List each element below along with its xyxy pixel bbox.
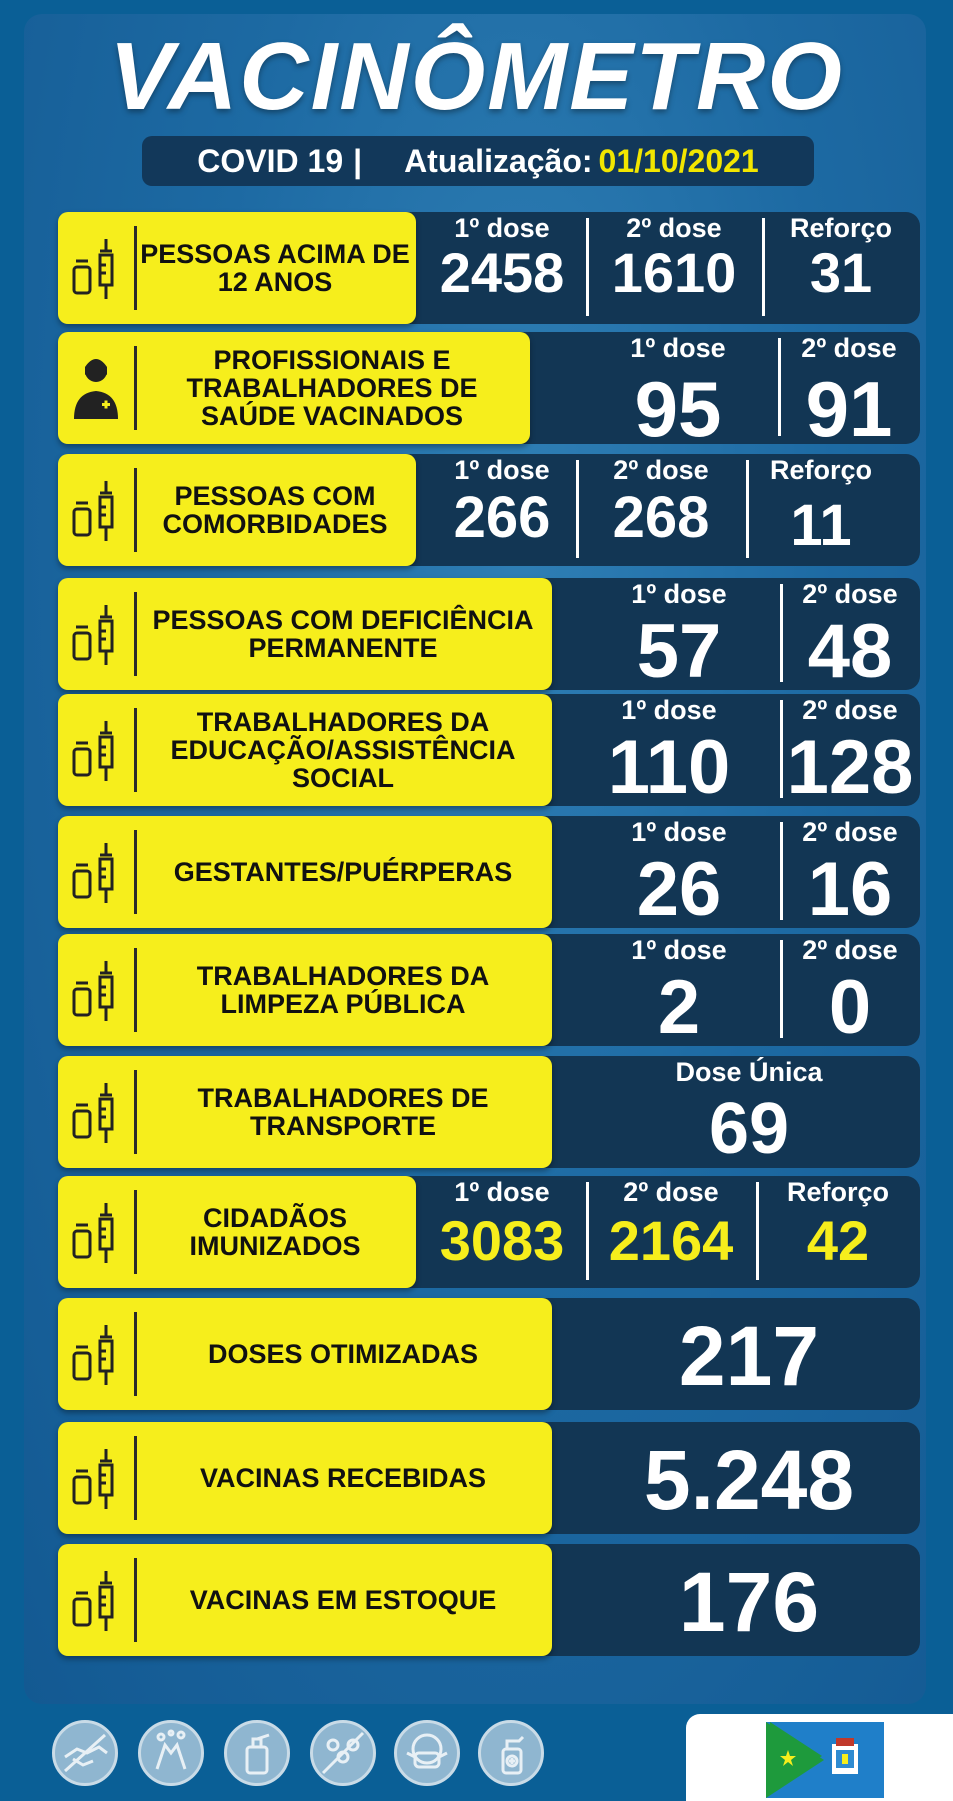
crowd-icon xyxy=(310,1720,376,1786)
divider xyxy=(134,1312,137,1396)
dose-header: 1º dose xyxy=(631,817,727,847)
row-label: PROFISSIONAIS E TRABALHADORES DE SAÚDE VACINADOS xyxy=(186,345,478,431)
spray-icon xyxy=(478,1720,544,1786)
syringe-vial-icon xyxy=(68,1197,124,1267)
row-label: TRABALHADORES DE TRANSPORTE xyxy=(197,1083,489,1141)
dose-value: 266 xyxy=(453,485,551,550)
label-box xyxy=(58,332,530,444)
syringe-vial-icon xyxy=(68,233,124,303)
label-box xyxy=(58,1422,552,1534)
values xyxy=(418,212,920,324)
update-bar xyxy=(142,136,814,186)
dose-header: Reforço xyxy=(769,455,872,485)
dose-header: 2º dose xyxy=(802,579,898,609)
separator: | xyxy=(353,142,363,179)
divider xyxy=(134,948,137,1032)
value-col-1 xyxy=(578,578,780,694)
label-box xyxy=(58,1176,416,1288)
municipal-flag-icon xyxy=(766,1722,884,1798)
row-educacao xyxy=(58,694,920,810)
row-label: PESSOAS ACIMA DE 12 ANOS xyxy=(140,239,410,297)
value-col-3 xyxy=(762,212,920,324)
label-box xyxy=(58,1298,552,1410)
dose-value: 2164 xyxy=(608,1209,734,1272)
dose-value: 42 xyxy=(806,1209,870,1272)
row-label: CIDADÃOS IMUNIZADOS xyxy=(189,1203,361,1261)
dose-header: 2º dose xyxy=(613,455,709,485)
value-col-1 xyxy=(578,1298,920,1410)
values xyxy=(558,694,920,810)
row-profissionais-saude xyxy=(58,332,920,453)
handshake-icon xyxy=(52,1720,118,1786)
dose-value: 110 xyxy=(607,725,731,810)
dose-value: 128 xyxy=(786,725,914,810)
row-cidadaos-imunizados xyxy=(58,1176,920,1288)
row-comorbidades xyxy=(58,454,920,566)
label-box xyxy=(58,212,416,324)
divider xyxy=(134,592,137,676)
dose-header: Reforço xyxy=(786,1177,889,1207)
values xyxy=(578,1298,920,1410)
row-deficiencia xyxy=(58,578,920,694)
dose-header: 2º dose xyxy=(802,935,898,965)
value-col-2 xyxy=(778,332,920,453)
row-gestantes xyxy=(58,816,920,932)
dose-value: 1610 xyxy=(611,241,737,304)
value-col-1 xyxy=(418,212,586,324)
page-title: VACINÔMETRO xyxy=(109,23,844,130)
value-col-2 xyxy=(780,816,920,932)
row-label: PESSOAS COM DEFICIÊNCIA PERMANENTE xyxy=(152,605,534,663)
value-col-2 xyxy=(586,1176,756,1288)
dose-header: 2º dose xyxy=(801,333,897,363)
row-label: GESTANTES/PUÉRPERAS xyxy=(173,857,513,887)
mask-icon xyxy=(394,1720,460,1786)
row-label: VACINAS EM ESTOQUE xyxy=(189,1585,497,1615)
dose-value: 57 xyxy=(636,609,722,694)
value-col-2 xyxy=(576,454,746,566)
dose-value: 26 xyxy=(636,847,722,932)
syringe-vial-icon xyxy=(68,1443,124,1513)
covid-label: COVID 19 xyxy=(197,142,344,179)
divider xyxy=(134,1070,137,1154)
value-col-1 xyxy=(578,1056,920,1168)
row-vacinas-estoque xyxy=(58,1544,920,1656)
footer xyxy=(0,1712,953,1801)
dose-value: 2 xyxy=(657,965,701,1050)
health-worker-icon xyxy=(68,353,124,423)
row-label: DOSES OTIMIZADAS xyxy=(207,1339,478,1369)
values xyxy=(578,1544,920,1656)
dose-value: 2458 xyxy=(439,241,565,304)
row-pessoas-12 xyxy=(58,212,920,324)
dose-header: 2º dose xyxy=(623,1177,719,1207)
dose-value: 11 xyxy=(790,493,852,558)
value-col-1 xyxy=(578,1422,920,1534)
syringe-vial-icon xyxy=(68,1319,124,1389)
row-limpeza xyxy=(58,934,920,1050)
row-doses-otimizadas xyxy=(58,1298,920,1410)
values xyxy=(578,332,920,453)
value-col-3 xyxy=(756,1176,920,1288)
values xyxy=(578,1056,920,1168)
syringe-vial-icon xyxy=(68,475,124,545)
value-col-2 xyxy=(780,578,920,694)
values xyxy=(578,934,920,1050)
value-col-1 xyxy=(558,694,780,810)
dose-header: 1º dose xyxy=(631,935,727,965)
values xyxy=(428,454,920,566)
dose-header: Reforço xyxy=(789,213,892,243)
dose-value: 91 xyxy=(805,365,893,453)
dose-header: 1º dose xyxy=(454,455,550,485)
divider xyxy=(134,346,137,430)
dose-value: 268 xyxy=(612,485,710,550)
value-col-1 xyxy=(578,816,780,932)
row-label: TRABALHADORES DA EDUCAÇÃO/ASSISTÊNCIA SOCIAL xyxy=(170,707,516,793)
dose-value: 176 xyxy=(678,1555,820,1649)
syringe-vial-icon xyxy=(68,599,124,669)
dose-value: 95 xyxy=(634,365,722,453)
row-transporte xyxy=(58,1056,920,1168)
value-col-1 xyxy=(578,332,778,453)
value-col-1 xyxy=(578,1544,920,1656)
update-date: 01/10/2021 xyxy=(598,142,759,179)
values xyxy=(578,578,920,694)
values xyxy=(578,1422,920,1534)
syringe-vial-icon xyxy=(68,1077,124,1147)
value-col-1 xyxy=(578,934,780,1050)
dose-value: 69 xyxy=(708,1089,790,1169)
dose-header: 2º dose xyxy=(802,695,898,725)
value-col-1 xyxy=(428,454,576,566)
dose-value: 31 xyxy=(809,241,873,304)
dose-value: 16 xyxy=(807,847,893,932)
update-label: Atualização: xyxy=(404,142,593,179)
values xyxy=(418,1176,920,1288)
label-box xyxy=(58,1544,552,1656)
row-label: VACINAS RECEBIDAS xyxy=(199,1463,487,1493)
divider xyxy=(134,468,137,552)
label-box xyxy=(58,934,552,1046)
label-box xyxy=(58,694,552,806)
syringe-vial-icon xyxy=(68,955,124,1025)
dose-value: 0 xyxy=(828,965,872,1050)
dose-header: 1º dose xyxy=(621,695,717,725)
value-col-2 xyxy=(780,934,920,1050)
divider xyxy=(134,708,137,792)
value-col-2 xyxy=(780,694,920,810)
label-box xyxy=(58,816,552,928)
syringe-vial-icon xyxy=(68,837,124,907)
dose-header: Dose Única xyxy=(675,1057,823,1087)
municipal-flag-box xyxy=(686,1714,953,1801)
label-box xyxy=(58,1056,552,1168)
syringe-vial-icon xyxy=(68,715,124,785)
divider xyxy=(134,226,137,310)
divider xyxy=(134,830,137,914)
dose-header: 1º dose xyxy=(630,333,726,363)
dose-header: 1º dose xyxy=(631,579,727,609)
row-label: PESSOAS COM COMORBIDADES xyxy=(162,481,388,539)
label-box xyxy=(58,454,416,566)
dose-value: 3083 xyxy=(439,1209,565,1272)
divider xyxy=(134,1558,137,1642)
syringe-vial-icon xyxy=(68,1565,124,1635)
value-col-1 xyxy=(418,1176,586,1288)
handwash-icon xyxy=(138,1720,204,1786)
row-vacinas-recebidas xyxy=(58,1422,920,1534)
divider xyxy=(134,1190,137,1274)
values xyxy=(578,816,920,932)
value-col-2 xyxy=(586,212,762,324)
dose-header: 2º dose xyxy=(802,817,898,847)
label-box xyxy=(58,578,552,690)
row-label: TRABALHADORES DA LIMPEZA PÚBLICA xyxy=(196,961,490,1019)
dose-header: 2º dose xyxy=(626,213,722,243)
dose-header: 1º dose xyxy=(454,1177,550,1207)
dose-value: 217 xyxy=(678,1309,820,1403)
value-col-3 xyxy=(746,454,896,566)
dose-value: 48 xyxy=(807,609,893,694)
sanitizer-icon xyxy=(224,1720,290,1786)
dose-header: 1º dose xyxy=(454,213,550,243)
dose-value: 5.248 xyxy=(643,1433,855,1527)
divider xyxy=(134,1436,137,1520)
